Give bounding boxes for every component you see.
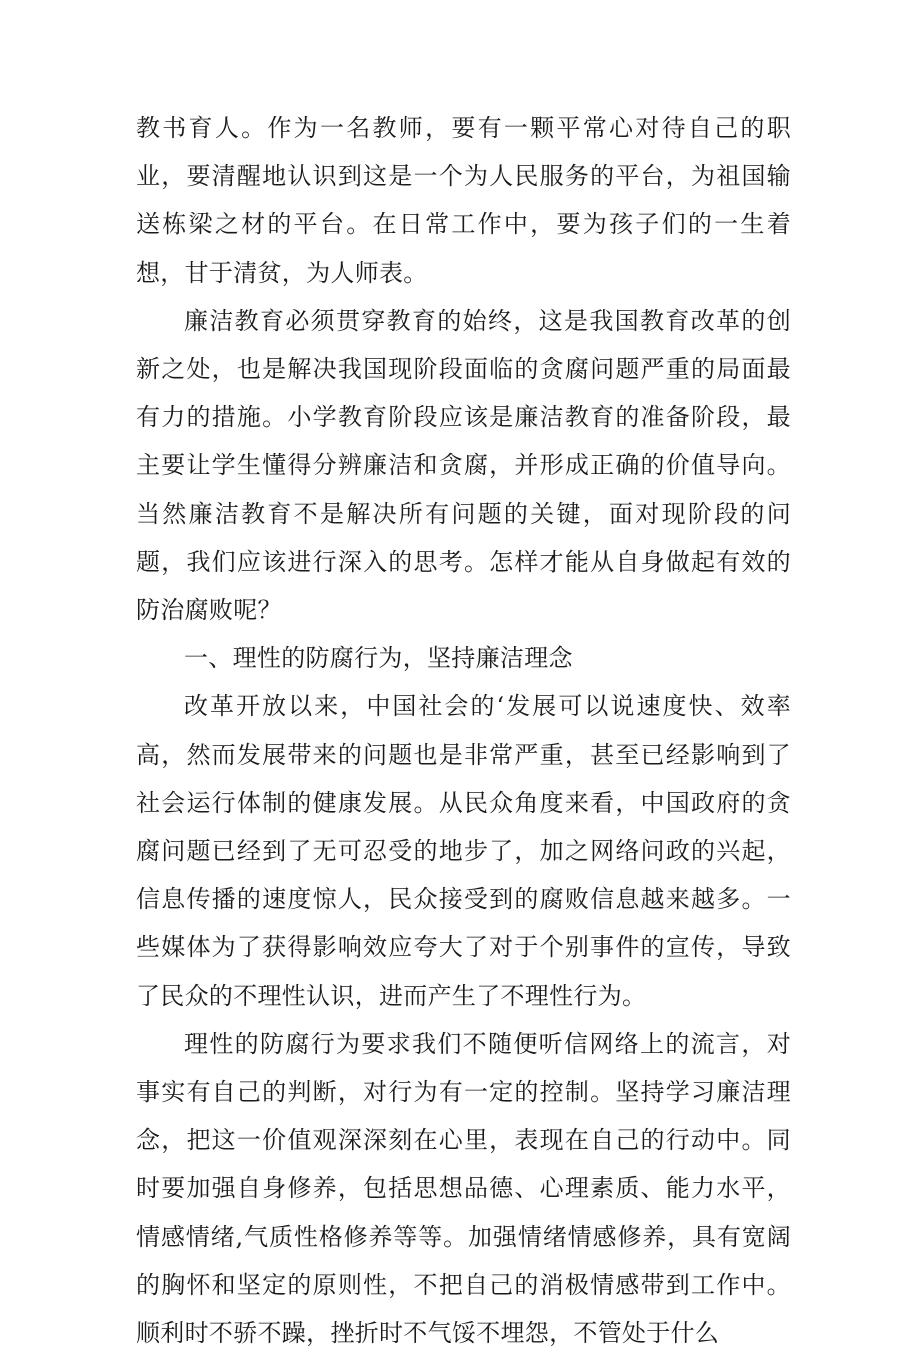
body-paragraph: 理性的防腐行为要求我们不随便听信网络上的流言，对事实有自己的判断，对行为有一定的控制。坚持学习廉洁理念，把这一价值观深深刻在心里，表现在自己的行动中。同时要加强自身修养，包括思想品德、心理素质、能力水平，情感情绪,气质性格修养等等。加强情绪情感修养，具有宽阔的胸怀和坚定的原则性，不把自己的消极情感带到工作中。顺利时不骄不躁，挫折时不气馁不埋怨，不管处于什么	[136, 1029, 791, 1348]
body-paragraph: 廉洁教育必须贯穿教育的始终，这是我国教育改革的创新之处，也是解决我国现阶段面临的贪腐问题严重的局面最有力的措施。小学教育阶段应该是廉洁教育的准备阶段，最主要让学生懂得分辨廉洁和贪腐，并形成正确的价值导向。当然廉洁教育不是解决所有问题的关键，面对现阶段的问题，我们应该进行深入的思考。怎样才能从自身做起有效的防治腐败呢？	[136, 306, 791, 625]
body-paragraph: 改革开放以来，中国社会的‘发展可以说速度快、效率高，然而发展带来的问题也是非常严重，甚至已经影响到了社会运行体制的健康发展。从民众角度来看，中国政府的贪腐问题已经到了无可忍受的地步了，加之网络问政的兴起，信息传播的速度惊人，民众接受到的腐败信息越来越多。一些媒体为了获得影响效应夸大了对于个别事件的宣传，导致了民众的不理性认识，进而产生了不理性行为。	[136, 692, 791, 1010]
document-body	[136, 104, 791, 1357]
continuation-paragraph: 教书育人。作为一名教师，要有一颗平常心对待自己的职业，要清醒地认识到这是一个为人民服务的平台，为祖国输送栋梁之材的平台。在日常工作中，要为孩子们的一生着想，甘于清贫，为人师表。	[136, 114, 791, 287]
section-heading: 一、理性的防腐行为，坚持廉洁理念	[184, 644, 573, 673]
